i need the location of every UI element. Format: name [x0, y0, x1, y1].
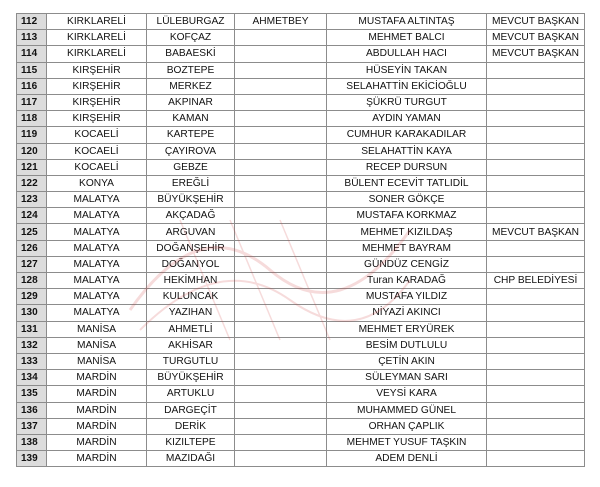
- candidate-name-cell: MEHMET ERYÜREK: [327, 321, 487, 337]
- candidate-name-cell: MEHMET BALCI: [327, 30, 487, 46]
- candidate-name-cell: SÜLEYMAN SARI: [327, 370, 487, 386]
- row-number: 137: [17, 418, 47, 434]
- district-cell: MERKEZ: [147, 78, 235, 94]
- town-cell: [235, 370, 327, 386]
- row-number: 131: [17, 321, 47, 337]
- row-number: 136: [17, 402, 47, 418]
- province-cell: MARDİN: [47, 402, 147, 418]
- province-cell: MALATYA: [47, 192, 147, 208]
- note-cell: [487, 127, 585, 143]
- district-cell: ARGUVAN: [147, 224, 235, 240]
- note-cell: [487, 143, 585, 159]
- candidate-name-cell: ADEM DENLİ: [327, 451, 487, 467]
- table-row: [17, 111, 585, 127]
- district-cell: DOĞANŞEHİR: [147, 240, 235, 256]
- note-cell: [487, 321, 585, 337]
- town-cell: [235, 240, 327, 256]
- row-number: 120: [17, 143, 47, 159]
- province-cell: KIRKLARELİ: [47, 14, 147, 30]
- town-cell: [235, 402, 327, 418]
- candidate-name-cell: Turan KARADAĞ: [327, 273, 487, 289]
- province-cell: MARDİN: [47, 386, 147, 402]
- table-row: [17, 256, 585, 272]
- province-cell: KOCAELİ: [47, 127, 147, 143]
- candidate-name-cell: MUHAMMED GÜNEL: [327, 402, 487, 418]
- province-cell: KONYA: [47, 175, 147, 191]
- town-cell: [235, 62, 327, 78]
- district-cell: YAZIHAN: [147, 305, 235, 321]
- row-number: 124: [17, 208, 47, 224]
- table-row: [17, 337, 585, 353]
- table-row: [17, 192, 585, 208]
- candidate-name-cell: NİYAZİ AKINCI: [327, 305, 487, 321]
- table-row: [17, 386, 585, 402]
- district-cell: KULUNCAK: [147, 289, 235, 305]
- note-cell: [487, 386, 585, 402]
- table-row: [17, 14, 585, 30]
- note-cell: [487, 159, 585, 175]
- candidate-name-cell: CUMHUR KARAKADILAR: [327, 127, 487, 143]
- province-cell: MANİSA: [47, 353, 147, 369]
- candidate-name-cell: MUSTAFA KORKMAZ: [327, 208, 487, 224]
- table-row: [17, 46, 585, 62]
- province-cell: MALATYA: [47, 256, 147, 272]
- candidate-name-cell: MEHMET BAYRAM: [327, 240, 487, 256]
- district-cell: KARTEPE: [147, 127, 235, 143]
- row-number: 127: [17, 256, 47, 272]
- province-cell: KIRŞEHİR: [47, 94, 147, 110]
- table-row: [17, 94, 585, 110]
- town-cell: AHMETBEY: [235, 14, 327, 30]
- row-number: 126: [17, 240, 47, 256]
- district-cell: DARGEÇİT: [147, 402, 235, 418]
- candidate-name-cell: ÇETİN AKIN: [327, 353, 487, 369]
- district-cell: BÜYÜKŞEHİR: [147, 192, 235, 208]
- town-cell: [235, 256, 327, 272]
- table-row: [17, 451, 585, 467]
- district-cell: KOFÇAZ: [147, 30, 235, 46]
- province-cell: KOCAELİ: [47, 159, 147, 175]
- province-cell: MALATYA: [47, 240, 147, 256]
- town-cell: [235, 451, 327, 467]
- town-cell: [235, 289, 327, 305]
- district-cell: BOZTEPE: [147, 62, 235, 78]
- province-cell: KIRKLARELİ: [47, 46, 147, 62]
- town-cell: [235, 111, 327, 127]
- note-cell: CHP BELEDİYESİ: [487, 273, 585, 289]
- candidate-name-cell: MEHMET YUSUF TAŞKIN: [327, 434, 487, 450]
- province-cell: KOCAELİ: [47, 143, 147, 159]
- district-cell: EREĞLİ: [147, 175, 235, 191]
- row-number: 113: [17, 30, 47, 46]
- note-cell: [487, 370, 585, 386]
- note-cell: [487, 434, 585, 450]
- district-cell: LÜLEBURGAZ: [147, 14, 235, 30]
- province-cell: KIRŞEHİR: [47, 111, 147, 127]
- candidate-name-cell: SELAHATTİN EKİCİOĞLU: [327, 78, 487, 94]
- row-number: 138: [17, 434, 47, 450]
- note-cell: MEVCUT BAŞKAN: [487, 30, 585, 46]
- candidate-name-cell: MUSTAFA ALTINTAŞ: [327, 14, 487, 30]
- district-cell: AKHİSAR: [147, 337, 235, 353]
- province-cell: KIRŞEHİR: [47, 62, 147, 78]
- note-cell: [487, 78, 585, 94]
- row-number: 117: [17, 94, 47, 110]
- province-cell: MALATYA: [47, 208, 147, 224]
- district-cell: KIZILTEPE: [147, 434, 235, 450]
- province-cell: MANİSA: [47, 337, 147, 353]
- town-cell: [235, 78, 327, 94]
- candidate-name-cell: ABDULLAH HACI: [327, 46, 487, 62]
- table-row: [17, 62, 585, 78]
- note-cell: [487, 256, 585, 272]
- candidate-name-cell: GÜNDÜZ CENGİZ: [327, 256, 487, 272]
- district-cell: AHMETLİ: [147, 321, 235, 337]
- row-number: 129: [17, 289, 47, 305]
- district-cell: DERİK: [147, 418, 235, 434]
- note-cell: [487, 94, 585, 110]
- candidate-name-cell: RECEP DURSUN: [327, 159, 487, 175]
- note-cell: MEVCUT BAŞKAN: [487, 14, 585, 30]
- note-cell: [487, 192, 585, 208]
- candidate-name-cell: AYDIN YAMAN: [327, 111, 487, 127]
- table-row: [17, 273, 585, 289]
- table-row: [17, 224, 585, 240]
- district-cell: ARTUKLU: [147, 386, 235, 402]
- table-row: [17, 208, 585, 224]
- district-cell: AKÇADAĞ: [147, 208, 235, 224]
- row-number: 115: [17, 62, 47, 78]
- town-cell: [235, 305, 327, 321]
- table-row: [17, 143, 585, 159]
- candidate-name-cell: BESİM DUTLULU: [327, 337, 487, 353]
- candidate-name-cell: SELAHATTİN KAYA: [327, 143, 487, 159]
- note-cell: [487, 175, 585, 191]
- district-cell: ÇAYIROVA: [147, 143, 235, 159]
- town-cell: [235, 30, 327, 46]
- province-cell: MALATYA: [47, 289, 147, 305]
- province-cell: KIRŞEHİR: [47, 78, 147, 94]
- note-cell: [487, 111, 585, 127]
- note-cell: [487, 402, 585, 418]
- table-row: [17, 434, 585, 450]
- note-cell: [487, 305, 585, 321]
- town-cell: [235, 273, 327, 289]
- table-row: [17, 289, 585, 305]
- candidate-name-cell: HÜSEYİN TAKAN: [327, 62, 487, 78]
- town-cell: [235, 175, 327, 191]
- town-cell: [235, 418, 327, 434]
- district-cell: GEBZE: [147, 159, 235, 175]
- row-number: 121: [17, 159, 47, 175]
- district-cell: BABAESKİ: [147, 46, 235, 62]
- candidate-name-cell: MEHMET KIZILDAŞ: [327, 224, 487, 240]
- town-cell: [235, 353, 327, 369]
- note-cell: [487, 418, 585, 434]
- table-row: [17, 402, 585, 418]
- row-number: 125: [17, 224, 47, 240]
- note-cell: MEVCUT BAŞKAN: [487, 224, 585, 240]
- candidate-table-body: [17, 14, 585, 467]
- candidate-name-cell: MUSTAFA YILDIZ: [327, 289, 487, 305]
- note-cell: [487, 451, 585, 467]
- row-number: 133: [17, 353, 47, 369]
- note-cell: [487, 62, 585, 78]
- town-cell: [235, 192, 327, 208]
- row-number: 119: [17, 127, 47, 143]
- row-number: 123: [17, 192, 47, 208]
- row-number: 116: [17, 78, 47, 94]
- table-row: [17, 30, 585, 46]
- province-cell: MARDİN: [47, 451, 147, 467]
- town-cell: [235, 224, 327, 240]
- province-cell: KIRKLARELİ: [47, 30, 147, 46]
- province-cell: MARDİN: [47, 434, 147, 450]
- table-row: [17, 159, 585, 175]
- town-cell: [235, 321, 327, 337]
- town-cell: [235, 46, 327, 62]
- row-number: 114: [17, 46, 47, 62]
- candidate-name-cell: ŞÜKRÜ TURGUT: [327, 94, 487, 110]
- row-number: 122: [17, 175, 47, 191]
- province-cell: MARDİN: [47, 370, 147, 386]
- town-cell: [235, 208, 327, 224]
- town-cell: [235, 143, 327, 159]
- town-cell: [235, 386, 327, 402]
- town-cell: [235, 434, 327, 450]
- table-row: [17, 353, 585, 369]
- candidate-table: [16, 13, 585, 467]
- town-cell: [235, 159, 327, 175]
- town-cell: [235, 94, 327, 110]
- town-cell: [235, 337, 327, 353]
- province-cell: MALATYA: [47, 273, 147, 289]
- note-cell: [487, 240, 585, 256]
- province-cell: MARDİN: [47, 418, 147, 434]
- row-number: 139: [17, 451, 47, 467]
- town-cell: [235, 127, 327, 143]
- candidate-name-cell: ORHAN ÇAPLIK: [327, 418, 487, 434]
- candidate-name-cell: SONER GÖKÇE: [327, 192, 487, 208]
- district-cell: HEKİMHAN: [147, 273, 235, 289]
- note-cell: [487, 208, 585, 224]
- table-row: [17, 175, 585, 191]
- row-number: 128: [17, 273, 47, 289]
- note-cell: [487, 337, 585, 353]
- district-cell: TURGUTLU: [147, 353, 235, 369]
- province-cell: MANİSA: [47, 321, 147, 337]
- row-number: 112: [17, 14, 47, 30]
- district-cell: DOĞANYOL: [147, 256, 235, 272]
- row-number: 118: [17, 111, 47, 127]
- district-cell: BÜYÜKŞEHİR: [147, 370, 235, 386]
- table-row: [17, 321, 585, 337]
- candidate-name-cell: BÜLENT ECEVİT TATLIDİL: [327, 175, 487, 191]
- note-cell: MEVCUT BAŞKAN: [487, 46, 585, 62]
- row-number: 135: [17, 386, 47, 402]
- province-cell: MALATYA: [47, 305, 147, 321]
- row-number: 132: [17, 337, 47, 353]
- table-row: [17, 418, 585, 434]
- candidate-name-cell: VEYSİ KARA: [327, 386, 487, 402]
- row-number: 130: [17, 305, 47, 321]
- district-cell: AKPINAR: [147, 94, 235, 110]
- table-row: [17, 240, 585, 256]
- note-cell: [487, 353, 585, 369]
- table-row: [17, 305, 585, 321]
- table-row: [17, 78, 585, 94]
- province-cell: MALATYA: [47, 224, 147, 240]
- row-number: 134: [17, 370, 47, 386]
- district-cell: KAMAN: [147, 111, 235, 127]
- district-cell: MAZIDAĞI: [147, 451, 235, 467]
- table-row: [17, 370, 585, 386]
- note-cell: [487, 289, 585, 305]
- table-row: [17, 127, 585, 143]
